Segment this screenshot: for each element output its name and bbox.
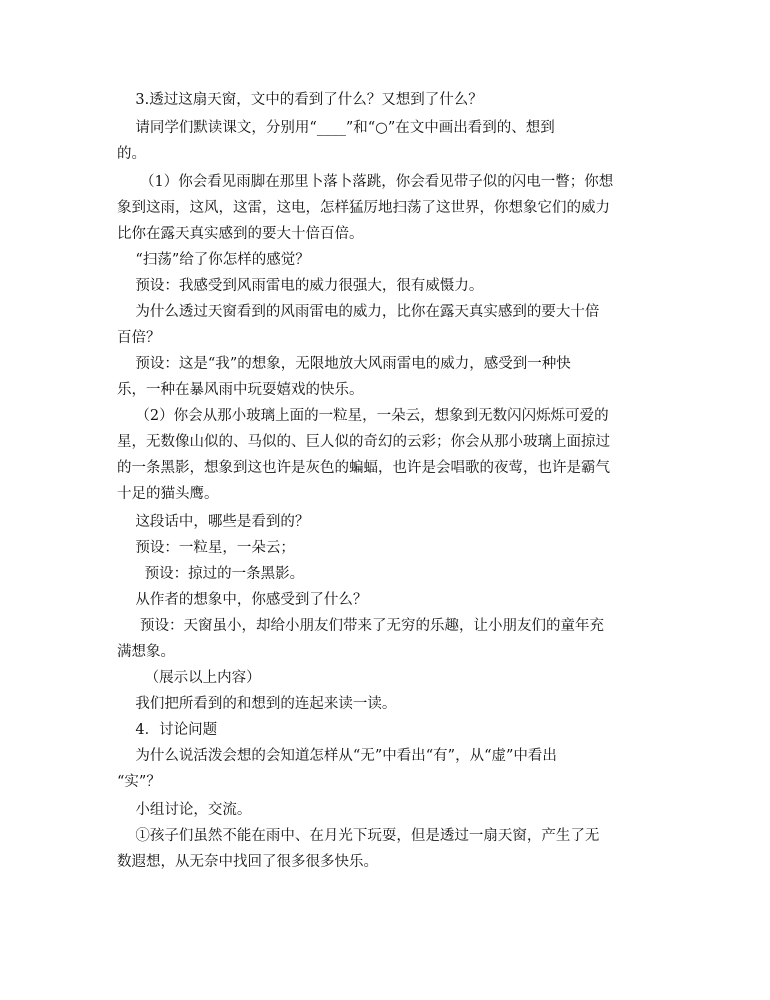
preset-answer-5-line-2: 满想象。 [117,644,175,660]
question-why-line-2: 百倍？ [117,330,161,346]
question-seen: 这段话中，哪些是看到的？ [117,514,310,530]
quote-2-line-2: 星，无数像山似的、马似的、巨人似的奇幻的云彩；你会从那小玻璃上面掠过 [117,434,610,450]
quote-1-line-3: 比你在露天真实感到的要大十倍百倍。 [117,226,364,242]
discussion-question-line-2: “实”？ [117,774,161,790]
preset-answer-2-line-1: 预设：这是“我”的想象，无限地放大风雨雷电的威力，感受到一种快 [117,356,571,372]
question-feeling: 从作者的想象中，你感受到了什么？ [117,592,368,608]
point-1-line-2: 数遐想，从无奈中找回了很多很多快乐。 [117,854,378,870]
question-why-line-1: 为什么透过天窗看到的风雨雷电的威力，比你在露天真实感到的要大十倍 [117,304,600,320]
preset-answer-4: 预设：掠过的一条黑影。 [117,566,305,582]
preset-answer-1: 预设：我感受到风雨雷电的威力很强大，很有威慑力。 [117,278,484,294]
preset-answer-5-line-1: 预设：天窗虽小，却给小朋友们带来了无穷的乐趣，让小朋友们的童年充 [117,618,605,634]
section-heading-3: 3.透过这扇天窗，文中的看到了什么？又想到了什么？ [117,92,483,108]
quote-1-line-1: （1）你会看见雨脚在那里卜落卜落跳，你会看见带子似的闪电一瞥；你想 [117,174,614,190]
quote-2-line-4: 十足的猫头鹰。 [117,486,219,502]
quote-2-line-3: 的一条黑影，想象到这也许是灰色的蝙蝠，也许是会唱歌的夜莺，也许是霸气 [117,460,610,476]
quote-1-line-2: 象到这雨，这风，这雷，这电，怎样猛厉地扫荡了这世界，你想象它们的威力 [117,200,610,216]
preset-answer-2-line-2: 乐，一种在暴风雨中玩耍嬉戏的快乐。 [117,382,364,398]
preset-answer-3: 预设：一粒星，一朵云； [117,540,295,556]
display-note: （展示以上内容） [117,670,261,686]
instruction-text-cont: 的。 [117,146,146,162]
point-1-line-1: ①孩子们虽然不能在雨中、在月光下玩耍，但是透过一扇天窗，产生了无 [117,828,600,844]
quote-2-line-1: （2）你会从那小玻璃上面的一粒星，一朵云，想象到无数闪闪烁烁可爱的 [117,408,609,424]
read-aloud-instruction: 我们把所看到的和想到的连起来读一读。 [117,696,397,712]
question-saodang: “扫荡”给了你怎样的感觉？ [117,252,310,268]
instruction-text: 请同学们默读课文，分别用“____”和“○”在文中画出看到的、想到 [117,120,555,136]
group-discussion: 小组讨论，交流。 [117,802,252,818]
discussion-question-line-1: 为什么说活泼会想的会知道怎样从“无”中看出“有”，从“虚”中看出 [117,748,557,764]
section-heading-4: 4．讨论问题 [117,722,218,738]
